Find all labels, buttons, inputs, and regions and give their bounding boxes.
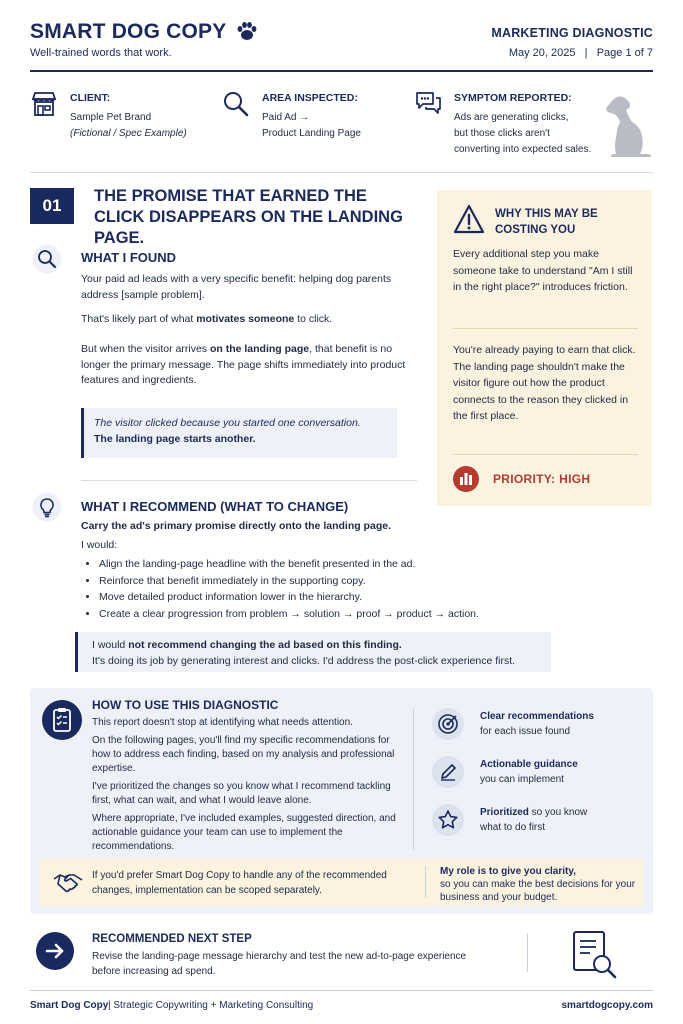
feature-bold: Actionable guidance [480,759,578,770]
feature-rest: you can implement [480,774,564,785]
how-title: HOW TO USE THIS DIAGNOSTIC [92,698,279,712]
symptom-value [454,110,591,158]
quote-line-2: The landing page starts another. [94,433,256,445]
recommend-lead: Carry the ad's primary promise directly onto the landing page. [81,520,391,532]
target-icon [432,708,464,740]
recommend-note [75,632,551,672]
storefront-icon [30,90,58,118]
paw-icon [236,21,258,41]
found-p3-bold: on the landing page [209,343,310,355]
how-to-use-box [30,688,653,914]
priority-label: PRIORITY: HIGH [493,472,591,486]
next-step-text: Revise the landing-page message hierarchy and test the new ad-to-page experience before increasing ad spend. [92,951,467,977]
feature-rest: for each issue found [480,726,571,737]
how-paragraph-1: This report doesn't stop at identifying what needs attention. [92,717,353,728]
feature-bold: Clear recommendations [480,711,594,722]
footer-services: | Strategic Copywriting + Marketing Consulting [108,1000,314,1011]
list-item: • Align the landing-page headline with the benefit presented in the ad. [99,556,479,573]
why-title [495,206,598,238]
report-date: May 20, 2025 [508,47,576,59]
next-step-divider [527,934,528,972]
area-line1: Paid Ad → [262,112,310,123]
magnifier-icon [222,90,250,118]
why-divider-1 [453,328,638,329]
list-item: • Create a clear progression from problem → solution → proof → product → action. [99,606,479,623]
found-p2-end: to click. [294,313,333,325]
page-number: Page 1 of 7 [596,47,653,59]
recommend-list [81,556,479,622]
feature-clear-recommendations [480,709,594,739]
list-item: • Move detailed product information lower in the hierarchy. [99,589,479,606]
feature-prioritized [480,805,587,835]
header [30,18,653,72]
found-quote [81,408,397,458]
scope-band [40,858,643,906]
document-type: MARKETING DIAGNOSTIC [491,26,653,40]
chat-bubbles-icon [414,90,442,118]
found-paragraph-3 [81,342,411,389]
clarity-statement [440,865,640,904]
priority-icon [453,466,479,492]
found-p2-bold: motivates someone [196,313,295,325]
how-paragraph-2: On the following pages, you'll find my specific recommendations for how to address each finding, based on my analysis and professional expertise. [92,735,395,774]
band-divider [425,866,426,898]
section-number: 01 [30,188,74,224]
found-p2-start: That's likely part of what [81,313,197,325]
footer-brand: Smart Dog Copy [30,1000,109,1011]
clipboard-icon-badge [42,700,82,740]
client-value [70,110,187,142]
info-row [30,80,653,173]
how-paragraph-4: Where appropriate, I've included examples, suggested direction, and actionable guidance your team can use to implement the recommendations. [92,813,396,852]
lightbulb-icon [32,492,62,522]
date-page-separator: | [578,47,594,59]
symptom-line2: but those clicks aren't [454,128,550,139]
found-p3-end: , that benefit is no longer the primary message. The page shifts immediately into product features and ingredients. [81,343,406,386]
why-paragraph-1: Every additional step you make someone take to understand "Am I still in the right place?" introduces friction. [453,248,633,293]
footer [30,990,653,1019]
note-line-1 [92,637,537,653]
symptom-line1: Ads are generating clicks, [454,112,569,123]
scope-text: If you'd prefer Smart Dog Copy to handle any of the recommended changes, implementation can be scoped separately. [92,870,387,896]
feature-inline: so you know [528,807,588,818]
symptom-line3: converting into expected sales. [454,144,592,155]
clarity-bold: My role is to give you clarity, [440,866,576,877]
footer-website-link[interactable]: smartdogcopy.com [561,1000,653,1011]
client-name: Sample Pet Brand [70,112,152,123]
report-search-icon [570,928,620,980]
found-paragraph-1: Your paid ad leads with a very specific benefit: helping dog parents address [sample problem]. [81,273,392,301]
pencil-icon [432,756,464,788]
symptom-label: SYMPTOM REPORTED: [454,92,572,104]
why-title-line2: COSTING YOU [495,224,576,236]
why-paragraph-2: You're already paying to earn that click. The landing page shouldn't make the visitor figure out how the product connects to the reason they clicked in the first place. [453,344,636,422]
warning-icon [453,204,485,234]
why-title-line1: WHY THIS MAY BE [495,208,598,220]
date-and-page [509,47,653,59]
how-paragraph-3: I've prioritized the changes so you know what I recommend tackling first, what can wait, and what I would leave alone. [92,781,391,806]
why-panel [437,190,652,506]
arrow-right-icon-badge [36,932,74,970]
brand-logo [30,20,258,44]
area-value [262,110,361,142]
next-step-title: RECOMMENDED NEXT STEP [92,933,252,945]
recommend-heading: WHAT I RECOMMEND (WHAT TO CHANGE) [81,499,349,514]
search-icon [32,244,62,274]
feature-rest: what to do first [480,822,546,833]
found-paragraph-2 [81,312,401,328]
divider [81,480,417,481]
clipboard-icon [42,700,82,740]
clarity-rest: so you can make the best decisions for your business and your budget. [440,879,636,903]
sitting-dog-illustration [599,94,653,158]
feature-bold: Prioritized [480,807,529,818]
bar-chart-icon [453,466,479,492]
list-item: • Reinforce that benefit immediately in the supporting copy. [99,573,479,590]
brand-name: SMART DOG COPY [30,20,227,43]
arrow-right-icon [36,932,74,970]
how-divider [413,708,414,850]
area-label: AREA INSPECTED: [262,92,358,104]
feature-actionable-guidance [480,757,578,787]
found-p3-start: But when the visitor arrives [81,343,210,355]
section-title: THE PROMISE THAT EARNED THE CLICK DISAPPEARS ON THE LANDING PAGE. [94,187,403,247]
found-heading: WHAT I FOUND [81,250,177,265]
note-start: I would [92,639,129,651]
tagline: Well-trained words that work. [30,47,172,59]
quote-line-1: The visitor clicked because you started one conversation. [94,417,361,429]
client-note: (Fictional / Spec Example) [70,128,187,139]
note-line-2: It's doing its job by generating interest and clicks. I'd address the post-click experience first. [92,655,516,667]
client-label: CLIENT: [70,92,111,104]
area-line2: Product Landing Page [262,128,361,139]
handshake-icon [52,870,84,894]
recommend-intro: I would: [81,539,118,551]
note-bold: not recommend changing the ad based on this finding. [128,639,402,651]
star-icon [432,804,464,836]
why-divider-2 [453,454,638,455]
